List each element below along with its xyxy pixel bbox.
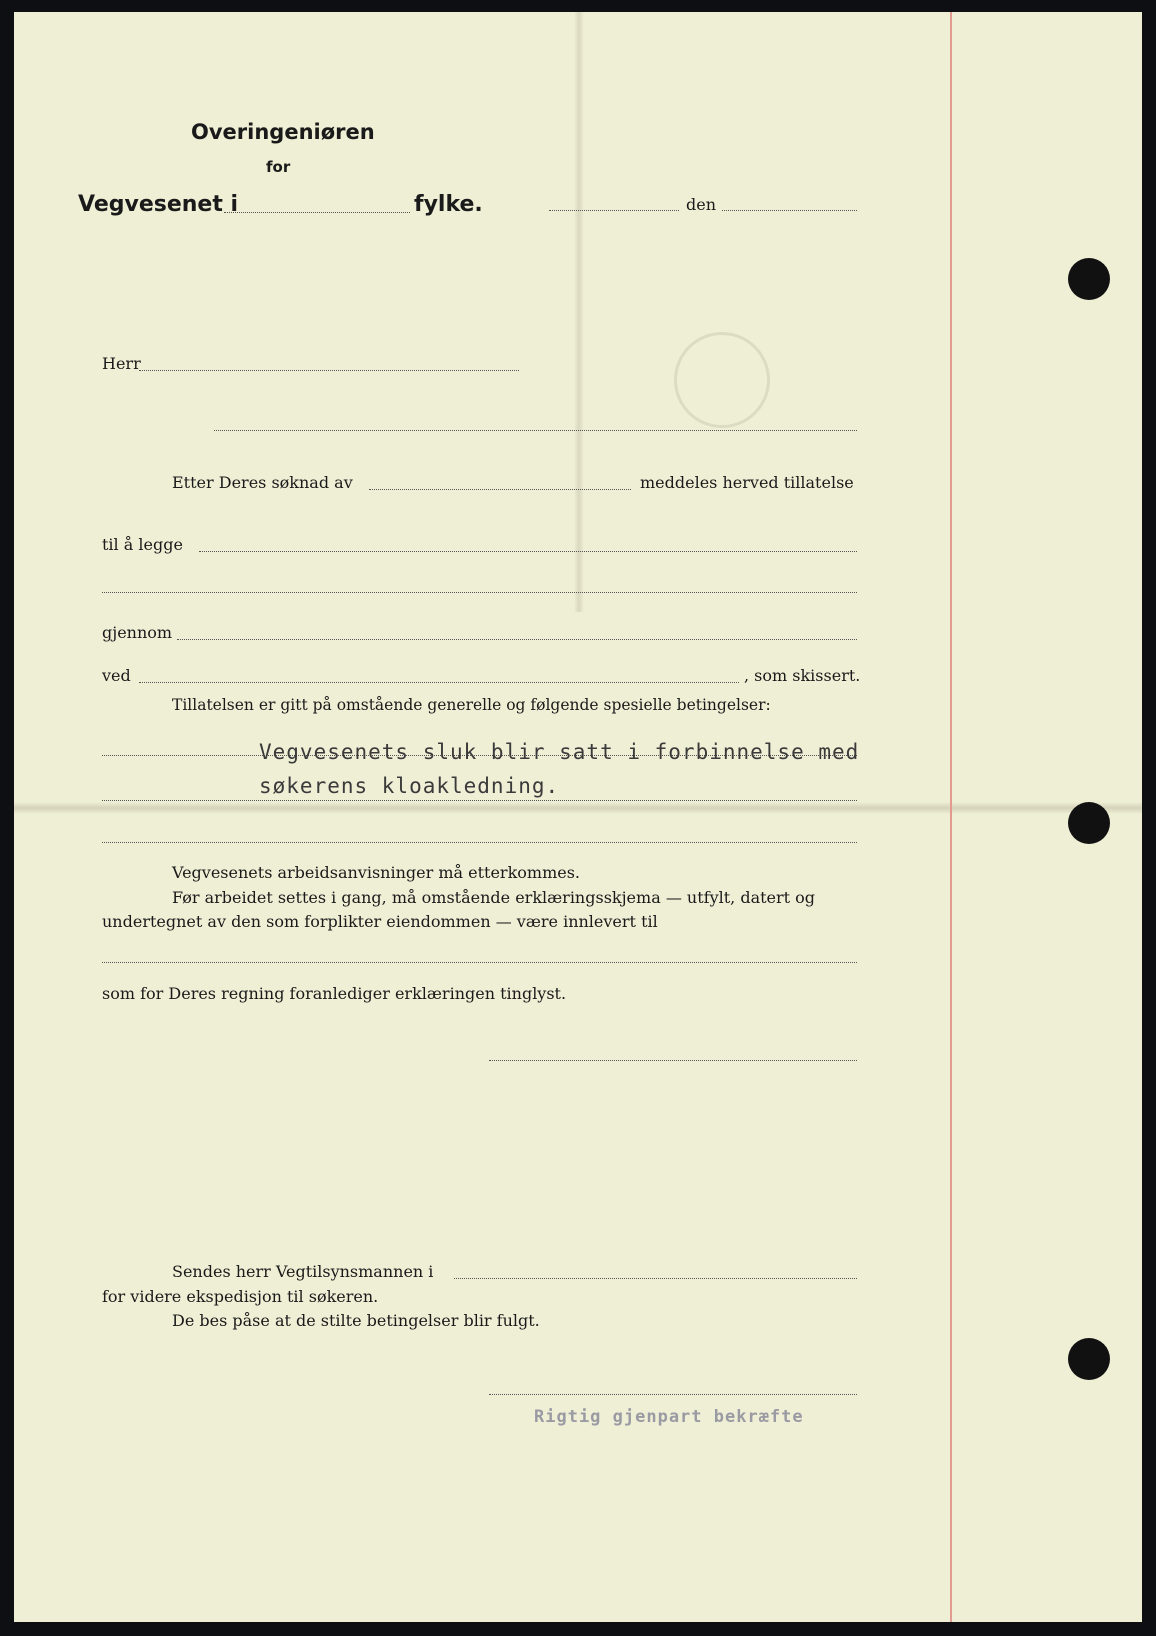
certification-stamp: Rigtig gjenpart bekræfte <box>534 1407 804 1427</box>
application-label: Etter Deres søknad av <box>172 473 353 492</box>
document-page <box>14 12 1142 1622</box>
punch-hole-bottom <box>1068 1338 1110 1380</box>
header-for: for <box>266 158 291 176</box>
lay-label: til å legge <box>102 535 183 554</box>
instructions-line1: Vegvesenets arbeidsanvisninger må etterkommes. <box>172 863 581 882</box>
footer-line3: De bes påse at de stilte betingelser blir fulgt. <box>172 1311 540 1330</box>
date-label: den <box>686 195 717 214</box>
footer-line1: Sendes herr Vegtilsynsmannen i <box>172 1262 434 1281</box>
instructions-line4: som for Deres regning foranlediger erklæringen tinglyst. <box>102 984 567 1003</box>
permission-text: meddeles herved tillatelse <box>640 473 854 492</box>
county-blank <box>224 212 410 213</box>
horizontal-fold <box>14 802 1142 814</box>
signature-blank-2 <box>489 1394 857 1395</box>
date-blank-right <box>722 210 857 211</box>
punch-hole-top <box>1068 258 1110 300</box>
punch-hole-middle <box>1068 802 1110 844</box>
bleed-through-mark <box>674 332 770 428</box>
inspector-district-blank <box>454 1278 857 1279</box>
as-sketched: , som skissert. <box>744 666 861 685</box>
typed-condition-line2: søkerens kloakledning. <box>259 774 560 798</box>
header-county-suffix: fylke. <box>414 192 483 217</box>
at-blank <box>139 682 739 683</box>
addressee-name-blank <box>139 370 519 371</box>
instructions-line2: Før arbeidet settes i gang, må omstående erklæringsskjema — utfylt, datert og <box>172 888 816 907</box>
deliver-to-blank <box>102 962 857 963</box>
date-blank-left <box>549 210 679 211</box>
vertical-fold <box>574 12 584 612</box>
footer-line2: for videre ekspedisjon til søkeren. <box>102 1287 379 1306</box>
conditions-blank-3 <box>102 842 857 843</box>
conditions-blank-2 <box>102 800 857 801</box>
margin-rule <box>950 12 952 1622</box>
signature-blank-1 <box>489 1060 857 1061</box>
lay-blank-1 <box>199 551 857 552</box>
addressee-label: Herr <box>102 354 141 373</box>
at-label: ved <box>102 666 131 685</box>
conditions-intro: Tillatelsen er gitt på omstående generelle og følgende spesielle betingelser: <box>172 696 771 714</box>
header-title: Overingeniøren <box>191 120 375 144</box>
addressee-address-blank <box>214 430 857 431</box>
header-agency: Vegvesenet i <box>78 192 239 217</box>
lay-blank-2 <box>102 592 857 593</box>
application-date-blank <box>369 489 631 490</box>
through-label: gjennom <box>102 623 173 642</box>
instructions-line3: undertegnet av den som forplikter eiendommen — være innlevert til <box>102 912 658 931</box>
typed-condition-line1: Vegvesenets sluk blir satt i forbinnelse med <box>259 740 860 764</box>
through-blank <box>177 639 857 640</box>
